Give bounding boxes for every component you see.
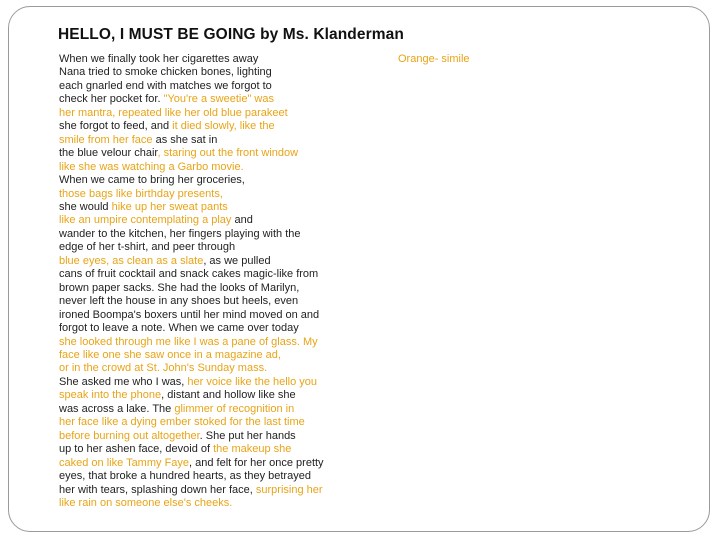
poem-body — [59, 53, 399, 510]
poem-text: She asked me who I was, — [59, 375, 188, 388]
poem-line — [59, 53, 399, 66]
poem-text: , distant and hollow like she — [161, 389, 296, 402]
poem-text: the blue velour chair — [59, 147, 158, 160]
poem-line — [59, 282, 399, 295]
poem-text: , and felt for her once pretty — [189, 456, 324, 469]
poem-line — [59, 336, 399, 349]
poem-text: and — [231, 214, 253, 227]
poem-line — [59, 93, 399, 106]
poem-line — [59, 201, 399, 214]
poem-line — [59, 228, 399, 241]
poem-line — [59, 80, 399, 93]
poem-text: check her pocket for. — [59, 93, 164, 106]
poem-line — [59, 389, 399, 402]
simile-text: hike up her sweat pants — [111, 200, 228, 213]
legend-note: Orange- simile — [398, 53, 470, 65]
poem-line — [59, 120, 399, 133]
simile-text: caked on like Tammy Faye — [59, 456, 190, 469]
poem-text: each gnarled end with matches we forgot to — [59, 79, 272, 92]
simile-text: she looked through me like I was a pane of glass. My — [59, 335, 318, 348]
page-title: HELLO, I MUST BE GOING by Ms. Klanderman — [58, 26, 404, 43]
poem-text: forgot to leave a note. When we came over today — [59, 322, 299, 335]
poem-line — [59, 174, 399, 187]
poem-text: she would — [59, 200, 112, 213]
poem-line — [59, 403, 399, 416]
poem-line — [59, 268, 399, 281]
poem-text: up to her ashen face, devoid of — [59, 443, 214, 456]
poem-line — [59, 349, 399, 362]
poem-text: eyes, that broke a hundred hearts, as they betrayed — [59, 470, 311, 483]
poem-line — [59, 470, 399, 483]
poem-text: . She put her hands — [199, 429, 296, 442]
simile-text: her mantra, repeated like her old blue parakeet — [59, 106, 288, 119]
poem-line — [59, 147, 399, 160]
simile-text: before burning out altogether — [59, 429, 200, 442]
simile-text: the makeup she — [213, 443, 292, 456]
poem-line — [59, 416, 399, 429]
poem-line — [59, 376, 399, 389]
poem-text: When we finally took her cigarettes away — [59, 53, 259, 65]
poem-text: her with tears, splashing down her face, — [59, 483, 256, 496]
poem-text: she forgot to feed, and — [59, 120, 173, 133]
poem-line — [59, 295, 399, 308]
poem-text: Nana tried to smoke chicken bones, lighting — [59, 66, 272, 79]
poem-text: cans of fruit cocktail and snack cakes magic-like from — [59, 268, 319, 281]
simile-text: surprising her — [255, 483, 323, 496]
poem-text: , as we pulled — [203, 254, 271, 267]
poem-line — [59, 484, 399, 497]
poem-line — [59, 430, 399, 443]
simile-text: "You're a sweetie" was — [163, 93, 274, 106]
poem-line — [59, 497, 399, 510]
poem-text: never left the house in any shoes but heels, even — [59, 295, 299, 308]
simile-text: it died slowly, like the — [172, 120, 275, 133]
simile-text: like she was watching a Garbo movie. — [59, 160, 244, 173]
simile-text: like an umpire contemplating a play — [59, 214, 232, 227]
poem-text: brown paper sacks. She had the looks of Marilyn, — [59, 281, 300, 294]
simile-text: face like one she saw once in a magazine ad, — [59, 348, 281, 361]
poem-line — [59, 322, 399, 335]
simile-text: , staring out the front window — [157, 147, 299, 160]
poem-line — [59, 161, 399, 174]
poem-line — [59, 188, 399, 201]
poem-line — [59, 241, 399, 254]
poem-line — [59, 457, 399, 470]
simile-text: blue eyes, as clean as a slate — [59, 254, 204, 267]
poem-text: was across a lake. The — [59, 402, 175, 415]
poem-line — [59, 362, 399, 375]
simile-text: or in the crowd at St. John's Sunday mass. — [59, 362, 268, 375]
poem-line — [59, 309, 399, 322]
poem-line — [59, 443, 399, 456]
simile-text: like rain on someone else's cheeks. — [59, 496, 233, 509]
simile-text: glimmer of recognition in — [174, 402, 295, 415]
simile-text: her face like a dying ember stoked for the last time — [59, 416, 305, 429]
poem-line — [59, 214, 399, 227]
poem-text: as she sat in — [152, 133, 218, 146]
simile-text: those bags like birthday presents, — [59, 187, 223, 200]
poem-line — [59, 134, 399, 147]
simile-text: her voice like the hello you — [187, 375, 318, 388]
poem-line — [59, 107, 399, 120]
poem-line — [59, 255, 399, 268]
poem-text: edge of her t-shirt, and peer through — [59, 241, 236, 254]
poem-text: ironed Boompa's boxers until her mind moved on and — [59, 308, 320, 321]
simile-text: smile from her face — [59, 133, 153, 146]
poem-text: wander to the kitchen, her fingers playing with the — [59, 227, 301, 240]
poem-line — [59, 66, 399, 79]
simile-text: speak into the phone — [59, 389, 162, 402]
poem-text: When we came to bring her groceries, — [59, 174, 245, 187]
